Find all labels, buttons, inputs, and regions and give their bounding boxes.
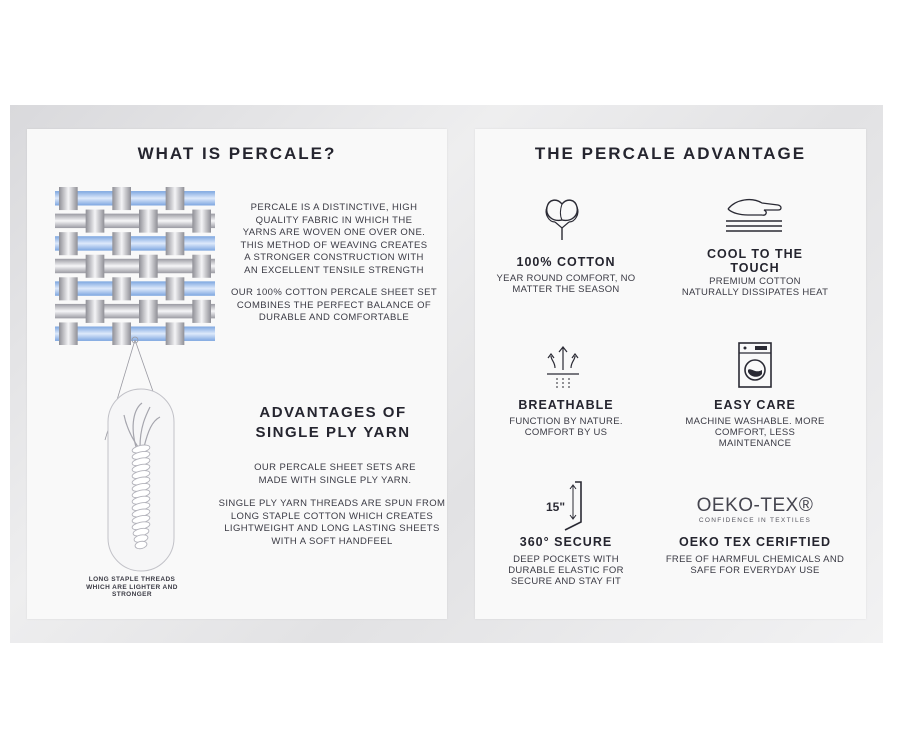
warp-thread <box>166 277 185 300</box>
oeko-tex-logo-subtext: CONFIDENCE IN TEXTILES <box>698 517 812 524</box>
single-ply-description: SINGLE PLY YARN THREADS ARE SPUN FROM LONG STAPLE COTTON WHICH CREATES LIGHTWEIGHT AND LONG LASTING SHEETS WITH A SOFT HANDFEEL <box>218 498 446 547</box>
washing-machine-icon <box>737 341 773 389</box>
single-ply-thread-icon <box>100 385 182 575</box>
feature-title-breathable: BREATHABLE <box>518 398 614 412</box>
warp-thread <box>112 277 131 300</box>
oeko-tex-logo: OEKO-TEX® <box>696 495 814 516</box>
weft-thread <box>55 259 215 273</box>
single-ply-title-line-2: SINGLE PLY YARN <box>255 424 411 441</box>
weft-thread <box>55 191 215 205</box>
breathable-arrows-icon <box>545 344 581 390</box>
weave-illustration <box>55 187 215 345</box>
warp-thread <box>139 255 158 278</box>
warp-thread <box>86 255 105 278</box>
warp-thread <box>59 187 78 210</box>
feature-desc-cool: PREMIUM COTTON NATURALLY DISSIPATES HEAT <box>681 276 829 298</box>
warp-thread <box>166 187 185 210</box>
feature-desc-easy-care: MACHINE WASHABLE. MORE COMFORT, LESS MAINTENANCE <box>685 416 825 449</box>
warp-thread <box>192 300 211 323</box>
warp-thread <box>59 232 78 255</box>
warp-thread <box>166 232 185 255</box>
warp-thread <box>112 187 131 210</box>
warp-thread <box>86 300 105 323</box>
feature-title-cotton: 100% COTTON <box>516 255 616 269</box>
percale-advantage-title: THE PERCALE ADVANTAGE <box>534 144 807 163</box>
warp-thread <box>192 255 211 278</box>
feature-desc-breathable: FUNCTION BY NATURE. COMFORT BY US <box>509 416 623 438</box>
thread-caption: LONG STAPLE THREADS WHICH ARE LIGHTER AND STRONGER <box>86 576 178 598</box>
feature-desc-cotton: YEAR ROUND COMFORT, NO MATTER THE SEASON <box>496 273 636 295</box>
single-ply-intro: OUR PERCALE SHEET SETS ARE MADE WITH SINGLE PLY YARN. <box>254 462 416 486</box>
feature-title-easy-care: EASY CARE <box>714 398 796 412</box>
cotton-percale-description: OUR 100% COTTON PERCALE SHEET SET COMBINES THE PERFECT BALANCE OF DURABLE AND COMFORTABLE <box>230 287 438 323</box>
feature-title-oeko-tex: OEKO TEX CERIFTIED <box>678 535 832 549</box>
weft-thread <box>55 304 215 318</box>
what-is-percale-title: WHAT IS PERCALE? <box>137 144 337 163</box>
feature-title-secure: 360° SECURE <box>519 535 613 549</box>
percale-description: PERCALE IS A DISTINCTIVE, HIGH QUALITY FABRIC IN WHICH THE YARNS ARE WOVEN ONE OVER ONE. THIS METHOD OF WEAVING CREATES A STRONGER CONSTRUCTION WITH AN EXCELLENT TENSILE STRENGTH <box>240 202 428 276</box>
warp-thread <box>59 322 78 345</box>
warp-thread <box>192 210 211 233</box>
warp-thread <box>112 232 131 255</box>
warp-thread <box>86 210 105 233</box>
warp-thread <box>59 277 78 300</box>
pocket-depth-label: 15" <box>546 500 566 514</box>
warp-thread <box>139 300 158 323</box>
woven-fabric-icon <box>55 187 215 345</box>
weft-thread <box>55 214 215 228</box>
cotton-flower-icon <box>541 192 583 242</box>
feature-title-cool: COOL TO THE TOUCH <box>707 247 803 275</box>
warp-thread <box>139 210 158 233</box>
weft-thread <box>55 281 215 295</box>
single-ply-title-line-1: ADVANTAGES OF <box>259 404 407 421</box>
weft-thread <box>55 236 215 250</box>
feature-desc-oeko-tex: FREE OF HARMFUL CHEMICALS AND SAFE FOR EVERYDAY USE <box>665 554 845 576</box>
feature-desc-secure: DEEP POCKETS WITH DURABLE ELASTIC FOR SECURE AND STAY FIT <box>508 554 624 587</box>
hand-on-fabric-icon <box>722 195 786 235</box>
